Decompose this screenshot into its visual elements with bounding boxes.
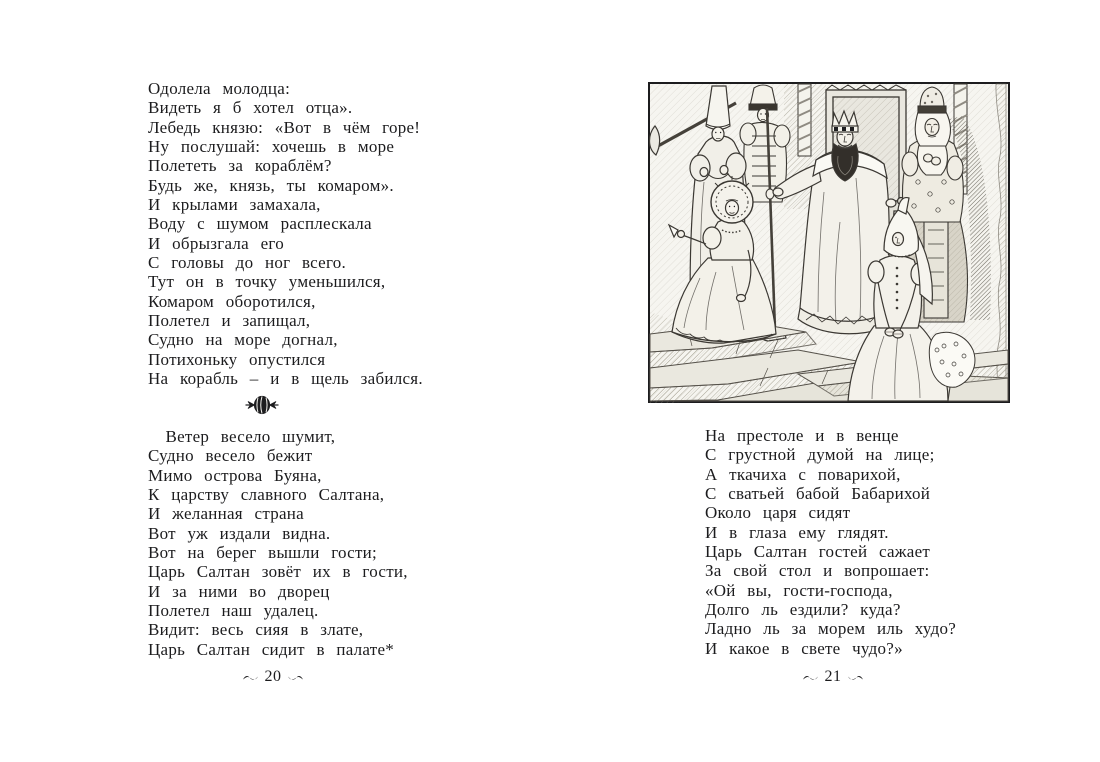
poem-line: Полетел наш удалец. [148,601,319,621]
poem-line: Долго ль ездили? куда? [705,600,901,620]
poem-stanza-2 [148,427,408,659]
poem-line: Полететь за кораблём? [148,156,332,176]
page-flourish-icon [847,673,864,682]
poem-line: За свой стол и вопрошает: [705,561,930,581]
poem-line: К царству славного Салтана, [148,485,385,505]
page-flourish-icon [802,673,819,682]
poem-line: Царь Салтан гостей сажает [705,542,931,562]
poem-line: И за ними во дворец [148,581,330,601]
poem-line: Вот уж издали видна. [148,523,331,543]
poem-line: Тут он в точку уменьшился, [148,272,386,292]
poem-line: Царь Салтан зовёт их в гости, [148,562,408,582]
fleuron-ornament-icon [244,394,280,416]
poem-line: Будь же, князь, ты комаром». [148,175,394,195]
poem-line: Мимо острова Буяна, [148,465,322,485]
poem-line: А ткачиха с поварихой, [705,464,901,484]
poem-line: И обрызгала его [148,233,284,253]
poem-line: И в глаза ему глядят. [705,522,889,542]
poem-line: На корабль – и в щель забился. [148,369,423,389]
page-number-left [223,668,323,686]
poem-line: Комаром оборотился, [148,291,316,311]
poem-line: Лебедь князю: «Вот в чём горе! [148,117,421,137]
poem-right-page [705,426,956,658]
poem-line: С грустной думой на лице; [705,445,935,465]
poem-line: Ветер весело шумит, [148,427,336,446]
spiral-column-left [798,84,811,156]
poem-line: С головы до ног всего. [148,253,347,273]
poem-line: Ну послушай: хочешь в море [148,137,395,157]
page-flourish-icon [287,673,304,682]
poem-line: С сватьей бабой Бабарихой [705,484,931,504]
page-number: 21 [824,668,842,685]
poem-line: И крылами замахала, [148,195,321,215]
poem-line: Воду с шумом расплескала [148,214,372,234]
poem-stanza-1 [148,79,423,389]
poem-line: Судно весело бежит [148,446,313,466]
poem-line: Вот на берег вышли гости; [148,543,377,563]
poem-line: «Ой вы, гости-господа, [705,580,893,600]
poem-line: И желанная страна [148,504,304,524]
poem-line: И какое в свете чудо?» [705,638,903,658]
stanza-divider [150,394,374,416]
illustration-tsar-saltan-court [648,82,1010,403]
poem-line: Видит: весь сияя в злате, [148,620,364,640]
poem-line: Полетел и запищал, [148,311,311,331]
poem-line: Видеть я б хотел отца». [148,98,353,118]
page-flourish-icon [242,673,259,682]
page-number-right [783,668,883,686]
poem-line: Судно на море догнал, [148,330,338,350]
poem-line: Ладно ль за морем иль худо? [705,619,957,639]
poem-line: Потихоньку опустился [148,349,326,369]
poem-line: Одолела молодца: [148,79,291,98]
poem-line: Около царя сидят [705,503,851,523]
poem-line: На престоле и в венце [705,426,899,445]
page-number: 20 [264,668,282,685]
poem-line: Царь Салтан сидит в палате* [148,639,395,659]
